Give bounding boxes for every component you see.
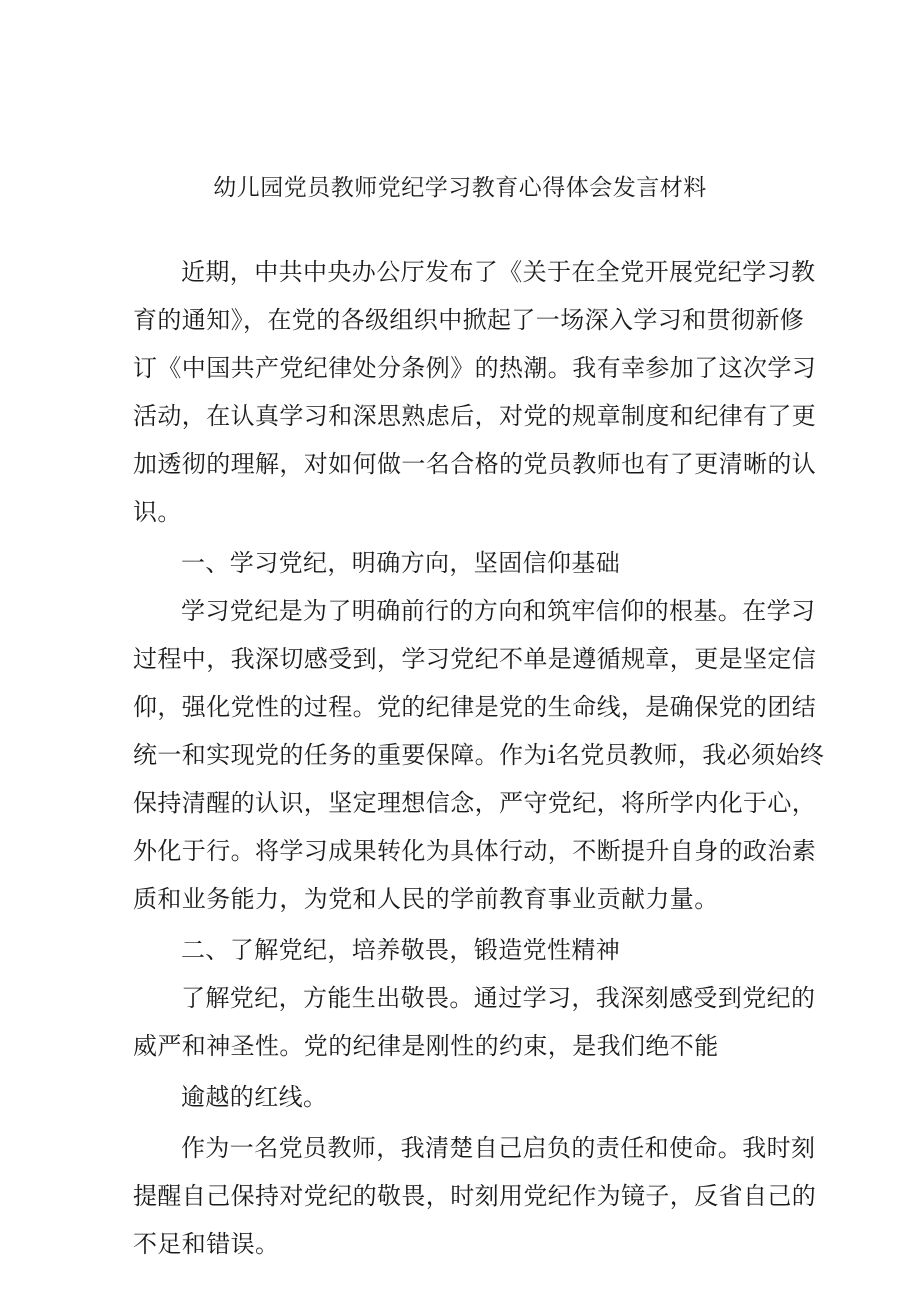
intro-line-4: 活动，在认真学习和深思熟虑后，对党的规章制度和纪律有了更 bbox=[133, 402, 817, 430]
section1-line-6: 外化于行。将学习成果转化为具体行动，不断提升自身的政治素 bbox=[133, 837, 817, 865]
intro-line-1: 近期，中共中央办公厅发布了《关于在全党开展党纪学习教 bbox=[181, 258, 816, 286]
intro-line-3: 订《中国共产党纪律处分条例》的热潮。我有幸参加了这次学习 bbox=[133, 354, 817, 382]
section2-line-3: 逾越的红线。 bbox=[181, 1083, 328, 1111]
section1-heading: 一、学习党纪，明确方向，坚固信仰基础 bbox=[181, 549, 621, 577]
intro-line-5: 加透彻的理解，对如何做一名合格的党员教师也有了更清晰的认 bbox=[133, 450, 817, 478]
section1-line-5: 保持清醒的认识，坚定理想信念，严守党纪，将所学内化于心， bbox=[133, 789, 817, 817]
section1-line-4: 统一和实现党的任务的重要保障。作为i名党员教师，我必须始终 bbox=[133, 741, 825, 769]
section2-para2-line-3: 不足和错误。 bbox=[133, 1230, 280, 1258]
section2-para2-line-1: 作为一名党员教师，我清楚自己启负的责任和使命。我时刻 bbox=[181, 1134, 816, 1162]
section2-heading: 二、了解党纪，培养敬畏，锻造党性精神 bbox=[181, 936, 621, 964]
section1-line-2: 过程中，我深切感受到，学习党纪不单是遵循规章，更是坚定信 bbox=[133, 645, 817, 673]
section2-line-2: 威严和神圣性。党的纪律是刚性的约束，是我们绝不能 bbox=[133, 1032, 719, 1060]
section1-line-3: 仰，强化党性的过程。党的纪律是党的生命线，是确保党的团结 bbox=[133, 693, 817, 721]
section2-line-1: 了解党纪，方能生出敬畏。通过学习，我深刻感受到党纪的 bbox=[181, 984, 816, 1012]
document-title: 幼儿园党员教师党纪学习教育心得体会发言材料 bbox=[213, 175, 707, 201]
intro-line-2: 育的通知》，在党的各级组织中掀起了一场深入学习和贯彻新修 bbox=[133, 306, 805, 334]
section2-para2-line-2: 提醒自己保持对党纪的敬畏，时刻用党纪作为镜子，反省自己的 bbox=[133, 1182, 817, 1210]
intro-line-6: 识。 bbox=[133, 498, 182, 526]
section1-line-7: 质和业务能力，为党和人民的学前教育事业贡献力量。 bbox=[133, 885, 719, 913]
section1-line-1: 学习党纪是为了明确前行的方向和筑牢信仰的根基。在学习 bbox=[181, 597, 816, 625]
